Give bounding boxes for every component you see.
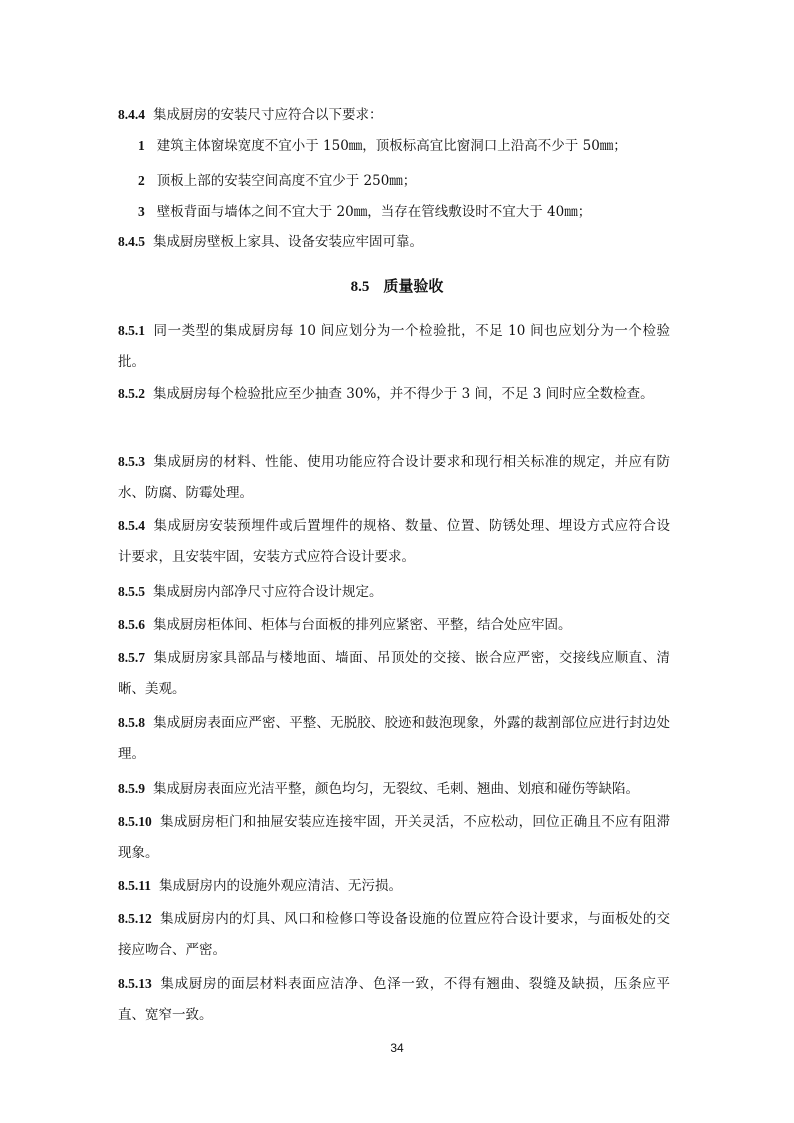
section-heading [0, 276, 794, 297]
clause-text: 集成厨房安装预埋件或后置埋件的规格、数量、位置、防锈处理、埋设方式应符合设 计要求，且安装牢固，安装方式应符合设计要求。 [118, 518, 670, 565]
clause-text: 集成厨房每个检验批应至少抽查 30%，并不得少于 3 间，不足 3 间时应全数检查。 [153, 386, 654, 402]
clause-number: 8.5.5 [118, 584, 145, 599]
clause-8-5-3 [118, 446, 670, 509]
item-number: 3 [138, 204, 145, 219]
clause-text: 集成厨房柜门和抽屉安装应连接牢固，开关灵活，不应松动，回位正确且不应有阻滞现象。 [118, 814, 670, 861]
clause-8-5-5 [118, 576, 670, 608]
list-item-3 [138, 202, 668, 222]
clause-8-5-1 [118, 315, 670, 378]
clause-8-5-4 [118, 510, 670, 573]
clause-text: 集成厨房壁板上家具、设备安装应牢固可靠。 [153, 234, 423, 250]
clause-number: 8.5.13 [118, 976, 152, 991]
clause-8-5-12 [118, 903, 670, 966]
clause-number: 8.5.6 [118, 617, 145, 632]
clause-text: 集成厨房柜体间、柜体与台面板的排列应紧密、平整，结合处应牢固。 [153, 617, 572, 633]
item-text: 顶板上部的安装空间高度不宜少于 250㎜； [156, 173, 417, 189]
clause-number: 8.5.9 [118, 781, 145, 796]
clause-number: 8.5.7 [118, 650, 145, 665]
clause-number: 8.5.8 [118, 715, 145, 730]
clause-number: 8.5.2 [118, 386, 145, 401]
clause-8-5-2 [118, 378, 670, 410]
clause-8-4-4 [118, 99, 670, 131]
page-number: 34 [390, 1041, 404, 1055]
clause-text: 集成厨房表面应严密、平整、无脱胶、胶迹和鼓泡现象，外露的裁割部位应进行封边处理。 [118, 715, 670, 762]
clause-number: 8.5.11 [118, 878, 152, 893]
item-text: 建筑主体窗垛宽度不宜小于 150㎜，顶板标高宜比窗洞口上沿高不少于 50㎜； [156, 138, 627, 154]
clause-8-5-8 [118, 707, 670, 770]
clause-8-4-5 [118, 226, 670, 258]
clause-8-5-7 [118, 642, 670, 705]
clause-number: 8.5.3 [118, 454, 145, 469]
clause-8-5-6 [118, 609, 670, 641]
item-number: 2 [138, 173, 145, 188]
clause-8-5-10 [118, 806, 670, 869]
list-item-1 [138, 136, 668, 156]
clause-8-5-9 [118, 773, 670, 805]
clause-text: 集成厨房的面层材料表面应洁净、色泽一致，不得有翘曲、裂缝及缺损，压条应平直、宽窄一致。 [118, 976, 670, 1023]
clause-text: 集成厨房的安装尺寸应符合以下要求： [153, 107, 383, 123]
clause-number: 8.4.5 [118, 234, 145, 249]
clause-number: 8.5.4 [118, 518, 145, 533]
clause-text: 集成厨房家具部品与楼地面、墙面、吊顶处的交接、嵌合应严密，交接线应顺直、清晰、美观。 [118, 650, 670, 697]
clause-number: 8.5.12 [118, 911, 152, 926]
clause-text: 集成厨房内的灯具、风口和检修口等设备设施的位置应符合设计要求，与面板处的交接应吻合、严密。 [118, 911, 670, 958]
clause-8-5-13 [118, 968, 670, 1031]
clause-8-5-11 [118, 870, 670, 902]
list-item-2 [138, 171, 668, 191]
item-text: 壁板背面与墙体之间不宜大于 20㎜，当存在管线敷设时不宜大于 40㎜； [156, 204, 592, 220]
section-title-text: 质量验收 [383, 277, 444, 295]
clause-text: 集成厨房的材料、性能、使用功能应符合设计要求和现行相关标准的规定，并应有防水、防腐、防霉处理。 [118, 454, 670, 501]
clause-text: 同一类型的集成厨房每 10 间应划分为一个检验批，不足 10 间也应划分为一个检验批。 [118, 323, 670, 370]
clause-text: 集成厨房内的设施外观应清洁、无污损。 [159, 878, 403, 894]
clause-text: 集成厨房内部净尺寸应符合设计规定。 [153, 584, 383, 600]
clause-number: 8.5.10 [118, 814, 152, 829]
clause-text: 集成厨房表面应光洁平整，颜色均匀，无裂纹、毛刺、翘曲、划痕和碰伤等缺陷。 [153, 781, 639, 797]
section-number: 8.5 [350, 279, 370, 295]
clause-number: 8.5.1 [118, 323, 145, 338]
clause-number: 8.4.4 [118, 107, 145, 122]
item-number: 1 [138, 138, 145, 153]
